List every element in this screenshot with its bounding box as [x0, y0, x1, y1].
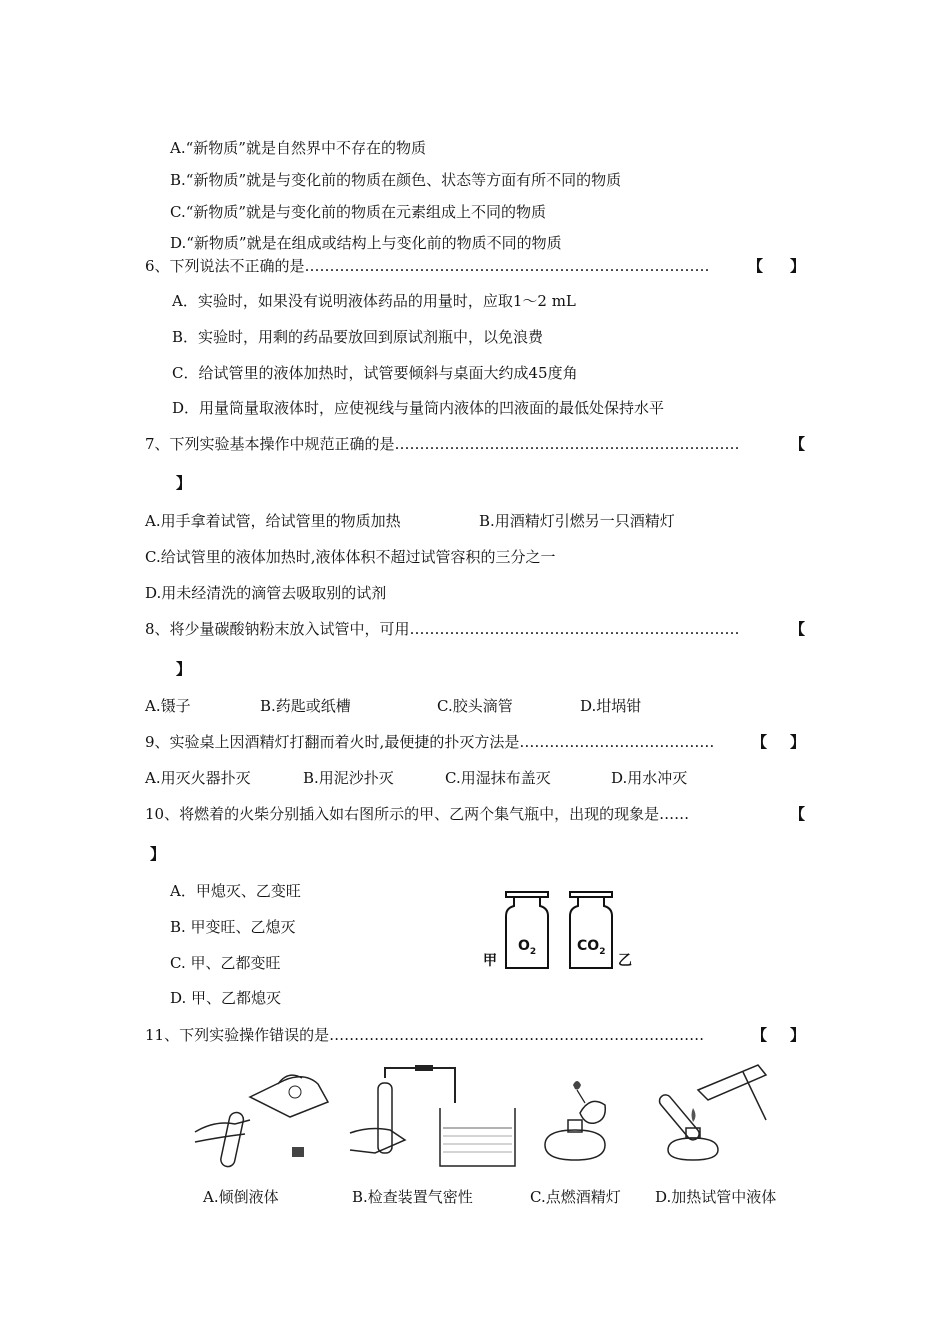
q10-option-b: B. 甲变旺、乙熄灭 — [170, 918, 296, 936]
lighting-alcohol-lamp-illustration — [535, 1075, 620, 1170]
q5-option-b: B.“新物质”就是与变化前的物质在颜色、状态等方面有所不同的物质 — [170, 171, 622, 189]
q6-stem: 6、下列说法不正确的是……………………………………………………………………… — [145, 257, 710, 275]
q7-option-d: D.用未经清洗的滴管去吸取别的试剂 — [145, 584, 387, 602]
q6-option-b: B．实验时，用剩的药品要放回到原试剂瓶中，以免浪费 — [172, 328, 544, 346]
q7-bracket-close: 】 — [176, 474, 192, 492]
q9-option-d: D.用水冲灭 — [611, 769, 688, 787]
q11-caption-c: C.点燃酒精灯 — [530, 1188, 621, 1206]
q10-bracket-open: 【 — [790, 805, 806, 823]
jar1-formula — [518, 938, 536, 957]
heating-test-tube-illustration — [648, 1060, 773, 1170]
q11-caption-d: D.加热试管中液体 — [655, 1188, 777, 1206]
q7-bracket-open: 【 — [790, 435, 806, 453]
gas-jars-figure — [478, 888, 648, 978]
q6-option-d: D．用量筒量取液体时，应使视线与量筒内液体的凹液面的最低处保持水平 — [172, 399, 665, 417]
q9-stem: 9、实验桌上因酒精灯打翻而着火时,最便捷的扑灭方法是………………………………… — [145, 733, 715, 751]
q7-option-b: B.用酒精灯引燃另一只酒精灯 — [479, 512, 675, 530]
q8-bracket-close: 】 — [176, 660, 192, 678]
jar1-formula-text: O — [518, 938, 530, 954]
q11-caption-a: A.倾倒液体 — [203, 1188, 279, 1206]
q5-option-d: D.“新物质”就是在组成或结构上与变化前的物质不同的物质 — [170, 234, 562, 252]
q9-option-a: A.用灭火器扑灭 — [145, 769, 251, 787]
q9-bracket-open: 【 — [752, 733, 768, 751]
jar2-subscript: 2 — [599, 946, 606, 957]
q5-option-c: C.“新物质”就是与变化前的物质在元素组成上不同的物质 — [170, 203, 547, 221]
q11-stem: 11、下列实验操作错误的是………………………………………………………………… — [145, 1026, 705, 1044]
q5-option-a: A.“新物质”就是自然界中不存在的物质 — [170, 139, 426, 157]
q6-bracket-close: 】 — [790, 257, 806, 275]
q8-option-a: A.镊子 — [145, 697, 191, 715]
q10-option-c: C. 甲、乙都变旺 — [170, 954, 281, 972]
q11-bracket-close: 】 — [790, 1026, 806, 1044]
q8-stem: 8、将少量碳酸钠粉末放入试管中，可用………………………………………………………… — [145, 620, 740, 638]
q10-option-a: A．甲熄灭、乙变旺 — [170, 882, 301, 900]
jar1-subscript: 2 — [529, 946, 537, 957]
q10-option-d: D. 甲、乙都熄灭 — [170, 989, 282, 1007]
q10-bracket-close: 】 — [150, 845, 166, 863]
q6-option-c: C．给试管里的液体加热时，试管要倾斜与桌面大约成45度角 — [172, 364, 578, 382]
q8-bracket-open: 【 — [790, 620, 806, 638]
q6-bracket-open: 【 — [748, 257, 764, 275]
airtightness-check-illustration — [345, 1058, 520, 1173]
q7-option-c: C.给试管里的液体加热时,液体体积不超过试管容积的三分之一 — [145, 548, 556, 566]
q7-stem: 7、下列实验基本操作中规范正确的是…………………………………………………………… — [145, 435, 740, 453]
q8-option-b: B.药匙或纸槽 — [260, 697, 351, 715]
q7-option-a: A.用手拿着试管，给试管里的物质加热 — [145, 512, 401, 530]
jar-left-label: 甲 — [483, 953, 497, 969]
q8-option-c: C.胶头滴管 — [437, 697, 513, 715]
jar2-formula-text: CO — [577, 938, 600, 954]
q9-bracket-close: 】 — [790, 733, 806, 751]
q9-option-c: C.用湿抹布盖灭 — [445, 769, 551, 787]
jar2-formula — [577, 938, 605, 957]
pour-liquid-illustration — [190, 1062, 340, 1172]
q9-option-b: B.用泥沙扑灭 — [303, 769, 394, 787]
q10-stem: 10、将燃着的火柴分别插入如右图所示的甲、乙两个集气瓶中，出现的现象是…… — [145, 805, 690, 823]
q8-option-d: D.坩埚钳 — [580, 697, 642, 715]
q11-bracket-open: 【 — [752, 1026, 768, 1044]
jar-right-label: 乙 — [618, 953, 632, 969]
q11-caption-b: B.检查装置气密性 — [352, 1188, 473, 1206]
q6-option-a: A．实验时，如果没有说明液体药品的用量时，应取1～2 mL — [172, 292, 576, 310]
